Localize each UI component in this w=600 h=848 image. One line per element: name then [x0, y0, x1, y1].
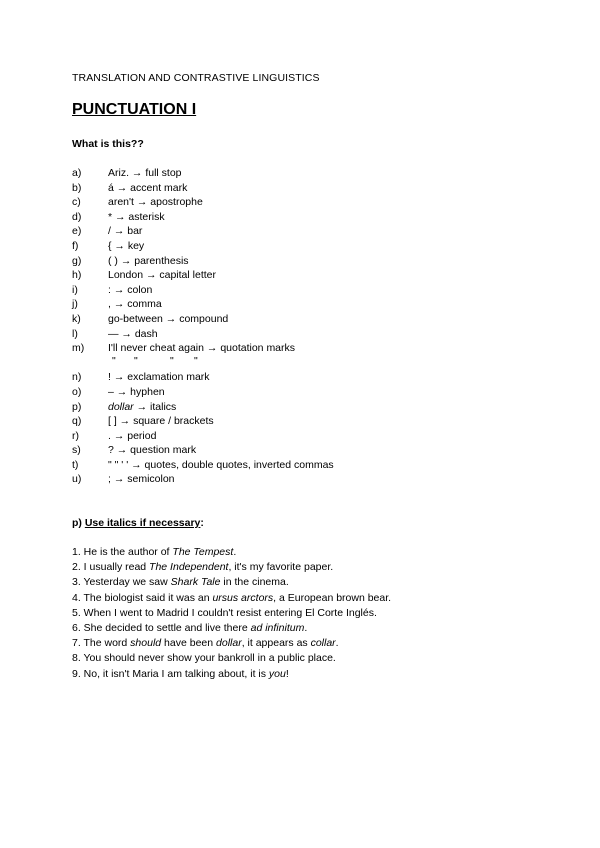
- sentence-item: [72, 636, 552, 651]
- item-letter: h): [72, 269, 82, 282]
- item-term: go-between → compound: [108, 312, 229, 325]
- item-term: ( ) → parenthesis: [108, 254, 189, 267]
- sentence-item: [72, 606, 552, 621]
- item-letter: n): [72, 371, 82, 384]
- sentence-text: , it appears as: [241, 637, 311, 650]
- item-term: aren't → apostrophe: [108, 196, 203, 209]
- sentence-italic: ursus arctors: [212, 591, 274, 604]
- item-letter: f): [72, 239, 79, 252]
- item-term: London → capital letter: [108, 269, 216, 282]
- quote-mark: ": [112, 354, 116, 367]
- item-term: , → comma: [108, 298, 162, 311]
- sentence-text: 8. You should never show your bankroll in a public place.: [72, 652, 336, 665]
- list-item: [72, 166, 552, 181]
- list-item: [72, 472, 552, 487]
- item-letter: a): [72, 167, 82, 179]
- sentence-text: 6. She decided to settle and live there: [72, 621, 251, 634]
- list-item: [72, 400, 552, 415]
- list-item: [72, 327, 552, 342]
- item-letter: p): [72, 400, 82, 413]
- section-heading: What is this??: [72, 138, 144, 150]
- sentence-italic: should: [130, 637, 162, 650]
- list-item: [72, 370, 552, 385]
- sentence-text: .: [233, 546, 237, 558]
- list-item: [72, 268, 552, 283]
- item-term: * → asterisk: [108, 210, 165, 223]
- list-item: [72, 297, 552, 312]
- item-term: { → key: [108, 239, 145, 252]
- quote-mark: ": [194, 354, 198, 367]
- sentence-italic: you: [268, 667, 286, 680]
- sentence-text: 1. He is the author of: [72, 546, 173, 558]
- sentence-text: in the cinema.: [220, 576, 289, 589]
- sentence-text: have been: [161, 637, 217, 650]
- sentence-text: 2. I usually read: [72, 561, 150, 574]
- sentence-text: 7. The word: [72, 637, 131, 650]
- list-item: [72, 443, 552, 458]
- sentence-text: 9. No, it isn't Maria I am talking about, it is: [72, 667, 269, 680]
- item-letter: o): [72, 385, 82, 398]
- item-term: ? → question mark: [108, 444, 197, 457]
- sentence-text: 3. Yesterday we saw: [72, 576, 171, 589]
- item-term: – → hyphen: [108, 385, 165, 398]
- item-term-rest: → italics: [133, 400, 177, 413]
- list-item: [72, 283, 552, 298]
- exercise-colon: :: [200, 517, 204, 529]
- sentence-item: [72, 651, 552, 666]
- sentence-item: [72, 667, 552, 682]
- item-term: — → dash: [108, 327, 158, 340]
- sentence-text: .: [335, 637, 339, 650]
- punctuation-list: [72, 166, 552, 487]
- page-title: PUNCTUATION I: [72, 101, 197, 118]
- sentence-item: [72, 591, 552, 606]
- exercise-label: Use italics if necessary: [84, 517, 201, 529]
- list-item: [72, 429, 552, 444]
- item-letter: c): [72, 196, 81, 209]
- item-letter: t): [72, 458, 79, 471]
- sentence-item: [72, 545, 552, 560]
- list-item: [72, 341, 552, 356]
- list-item: [72, 210, 552, 225]
- sentence-italic: collar: [310, 637, 336, 650]
- item-term: ! → exclamation mark: [108, 371, 210, 384]
- item-term: / → bar: [108, 225, 143, 238]
- exercise-sentences: [72, 545, 552, 682]
- item-letter: d): [72, 210, 82, 223]
- sentence-item: [72, 575, 552, 590]
- item-letter: j): [72, 298, 78, 311]
- sentence-italic: The Tempest: [172, 546, 234, 558]
- sentence-italic: ad infinitum: [250, 621, 305, 634]
- item-term: á → accent mark: [108, 181, 188, 194]
- sentence-text: 4. The biologist said it was an: [72, 591, 213, 604]
- item-letter: m): [72, 342, 85, 355]
- sentence-text: !: [285, 667, 289, 680]
- italic-term: dollar: [108, 400, 134, 413]
- list-item: [72, 254, 552, 269]
- list-item: [72, 239, 552, 254]
- list-item: [72, 312, 552, 327]
- item-letter: r): [72, 429, 79, 442]
- item-letter: u): [72, 473, 82, 486]
- quote-marks-row: [72, 356, 552, 371]
- item-letter: l): [72, 327, 78, 340]
- item-letter: g): [72, 254, 82, 267]
- quote-mark: ": [134, 354, 138, 367]
- quote-mark: ": [170, 354, 174, 367]
- list-item: [72, 195, 552, 210]
- item-letter: k): [72, 312, 81, 325]
- exercise-heading: [72, 517, 204, 529]
- list-item: [72, 385, 552, 400]
- sentence-text: 5. When I went to Madrid I couldn't resist entering El Corte Inglés.: [72, 606, 377, 619]
- list-item: [72, 458, 552, 473]
- sentence-italic: dollar: [216, 637, 242, 650]
- sentence-item: [72, 621, 552, 636]
- item-letter: b): [72, 181, 82, 194]
- item-term: [108, 400, 176, 415]
- item-term: I'll never cheat again → quotation marks: [108, 342, 296, 355]
- sentence-text: , it's my favorite paper.: [228, 561, 334, 574]
- list-item: [72, 414, 552, 429]
- sentence-text: .: [304, 621, 308, 634]
- item-term: ; → semicolon: [108, 473, 175, 486]
- item-term: : → colon: [108, 283, 153, 296]
- item-term: " " ' ' → quotes, double quotes, inverted commas: [108, 458, 334, 471]
- sentence-item: [72, 560, 552, 575]
- list-item: [72, 224, 552, 239]
- item-letter: s): [72, 444, 81, 457]
- course-header: TRANSLATION AND CONTRASTIVE LINGUISTICS: [72, 72, 320, 84]
- sentence-italic: The Independent: [149, 561, 229, 574]
- item-letter: i): [72, 283, 78, 296]
- item-letter: q): [72, 415, 82, 428]
- item-term: [ ] → square / brackets: [108, 415, 214, 428]
- exercise-prefix: p): [72, 517, 85, 529]
- item-term: . → period: [108, 429, 157, 442]
- list-item: [72, 181, 552, 196]
- sentence-text: , a European brown bear.: [273, 591, 392, 604]
- sentence-italic: Shark Tale: [170, 576, 221, 589]
- item-letter: e): [72, 225, 82, 238]
- item-term: Ariz. → full stop: [108, 167, 182, 179]
